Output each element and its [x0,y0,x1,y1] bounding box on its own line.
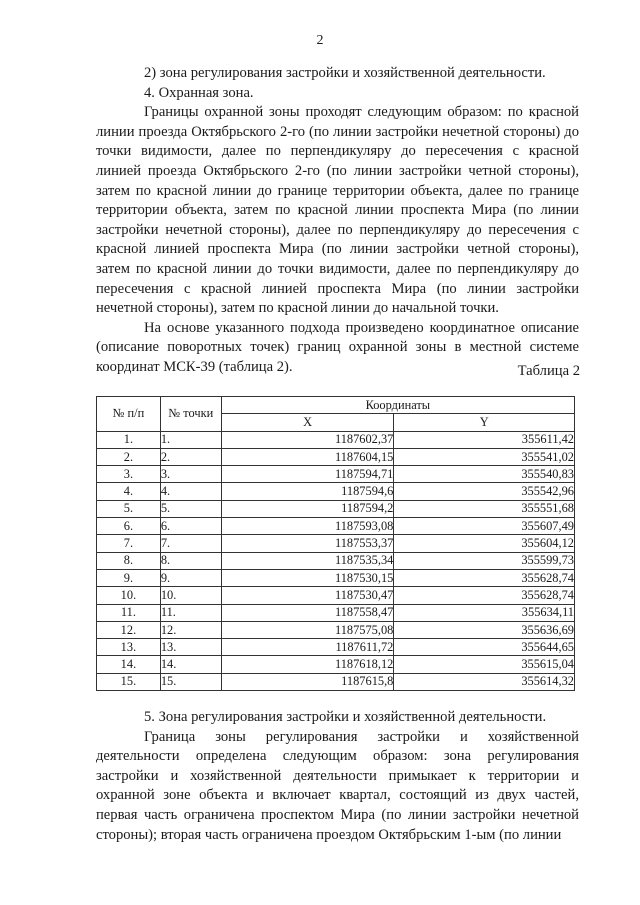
top-text-block [96,64,579,378]
cell-point-number: 4. [160,483,221,500]
cell-row-number: 6. [97,518,161,535]
cell-x: 1187604,15 [221,448,394,465]
table-row [97,639,575,656]
paragraph-protected-zone-borders: Границы охранной зоны проходят следующим образом: по красной линии проезда Октябрьского 2-го (по линии застройки нечетной стороны) до точки видимости, далее по перпендикуляру до пересечения с красной линией проезда Октябрьского 2-го (по линии застройки четной стороны), затем по красной линии до границе территории объекта, далее по границе территории объекта, затем по красной линии проспекта Мира (по линии застройки нечетной стороны), далее по перпендикуляру до пересечения с красной линией проспекта Мира (по линии застройки четной стороны), затем по красной линии до точки видимости, далее по перпендикуляру до пересечения с красной линией проспекта Мира (по линии застройки нечетной стороны), затем по красной линии до начальной точки. [96,104,579,317]
cell-row-number: 1. [97,431,161,448]
cell-x: 1187594,2 [221,500,394,517]
paragraph-coordinate-description: На основе указанного подхода произведено координатное описание (описание поворотных точек) границ охранной зоны в местной системе координат МСК-39 (таблица 2). [96,319,579,375]
cell-point-number: 6. [160,518,221,535]
cell-point-number: 8. [160,552,221,569]
cell-x: 1187593,08 [221,518,394,535]
cell-x: 1187618,12 [221,656,394,673]
header-point-number: № точки [160,397,221,432]
cell-y: 355599,73 [394,552,575,569]
cell-x: 1187615,8 [221,673,394,690]
cell-y: 355628,74 [394,569,575,586]
cell-row-number: 8. [97,552,161,569]
cell-point-number: 7. [160,535,221,552]
cell-x: 1187575,08 [221,621,394,638]
cell-point-number: 2. [160,448,221,465]
heading-regulation-zone: 5. Зона регулирования застройки и хозяйственной деятельности. [144,709,547,725]
cell-x: 1187553,37 [221,535,394,552]
cell-point-number: 1. [160,431,221,448]
cell-y: 355607,49 [394,518,575,535]
header-coordinates: Координаты [221,397,574,414]
cell-point-number: 11. [160,604,221,621]
table-row [97,431,575,448]
cell-row-number: 11. [97,604,161,621]
cell-row-number: 5. [97,500,161,517]
table-row [97,518,575,535]
cell-x: 1187530,15 [221,569,394,586]
cell-y: 355540,83 [394,466,575,483]
coordinates-table-body [97,431,575,690]
table-row [97,569,575,586]
cell-y: 355604,12 [394,535,575,552]
cell-point-number: 14. [160,656,221,673]
cell-y: 355542,96 [394,483,575,500]
cell-y: 355615,04 [394,656,575,673]
cell-row-number: 2. [97,448,161,465]
paragraph-zone-regulation-item: 2) зона регулирования застройки и хозяйственной деятельности. [144,65,546,81]
cell-y: 355541,02 [394,448,575,465]
table-row [97,483,575,500]
cell-x: 1187558,47 [221,604,394,621]
table-row [97,587,575,604]
table-row [97,621,575,638]
header-y: Y [394,414,575,431]
table-row [97,604,575,621]
cell-row-number: 14. [97,656,161,673]
paragraph-regulation-zone-borders: Граница зоны регулирования застройки и хозяйственной деятельности определена следующим образом: зона регулирования застройки и хозяйственной деятельности примыкает к территории и охранной зоне объекта и включает квартал, состоящий из двух частей, первая часть ограничена проспектом Мира (по линии застройки нечетной стороны); вторая часть ограничена проездом Октябрьским 1-ым (по линии [96,728,579,843]
cell-x: 1187535,34 [221,552,394,569]
cell-point-number: 9. [160,569,221,586]
cell-row-number: 12. [97,621,161,638]
header-row-number: № п/п [97,397,161,432]
cell-point-number: 12. [160,621,221,638]
cell-y: 355611,42 [394,431,575,448]
table-row [97,552,575,569]
cell-x: 1187530,47 [221,587,394,604]
heading-protected-zone: 4. Охранная зона. [144,84,254,101]
table-row [97,535,575,552]
cell-row-number: 7. [97,535,161,552]
table-row [97,500,575,517]
table-caption: Таблица 2 [517,363,580,379]
cell-point-number: 13. [160,639,221,656]
cell-y: 355551,68 [394,500,575,517]
cell-row-number: 13. [97,639,161,656]
cell-point-number: 10. [160,587,221,604]
table-row [97,673,575,690]
cell-x: 1187611,72 [221,639,394,656]
cell-row-number: 4. [97,483,161,500]
cell-y: 355644,65 [394,639,575,656]
cell-row-number: 9. [97,569,161,586]
page-number: 2 [316,33,324,48]
cell-y: 355628,74 [394,587,575,604]
cell-y: 355636,69 [394,621,575,638]
cell-point-number: 15. [160,673,221,690]
cell-row-number: 3. [97,466,161,483]
cell-x: 1187594,71 [221,466,394,483]
cell-y: 355634,11 [394,604,575,621]
header-x: X [221,414,394,431]
bottom-text-block [96,708,579,845]
cell-point-number: 5. [160,500,221,517]
table-row [97,656,575,673]
cell-y: 355614,32 [394,673,575,690]
table-row [97,448,575,465]
cell-row-number: 15. [97,673,161,690]
table-row [97,466,575,483]
cell-x: 1187594,6 [221,483,394,500]
coordinates-table [96,396,575,691]
cell-x: 1187602,37 [221,431,394,448]
cell-point-number: 3. [160,466,221,483]
cell-row-number: 10. [97,587,161,604]
